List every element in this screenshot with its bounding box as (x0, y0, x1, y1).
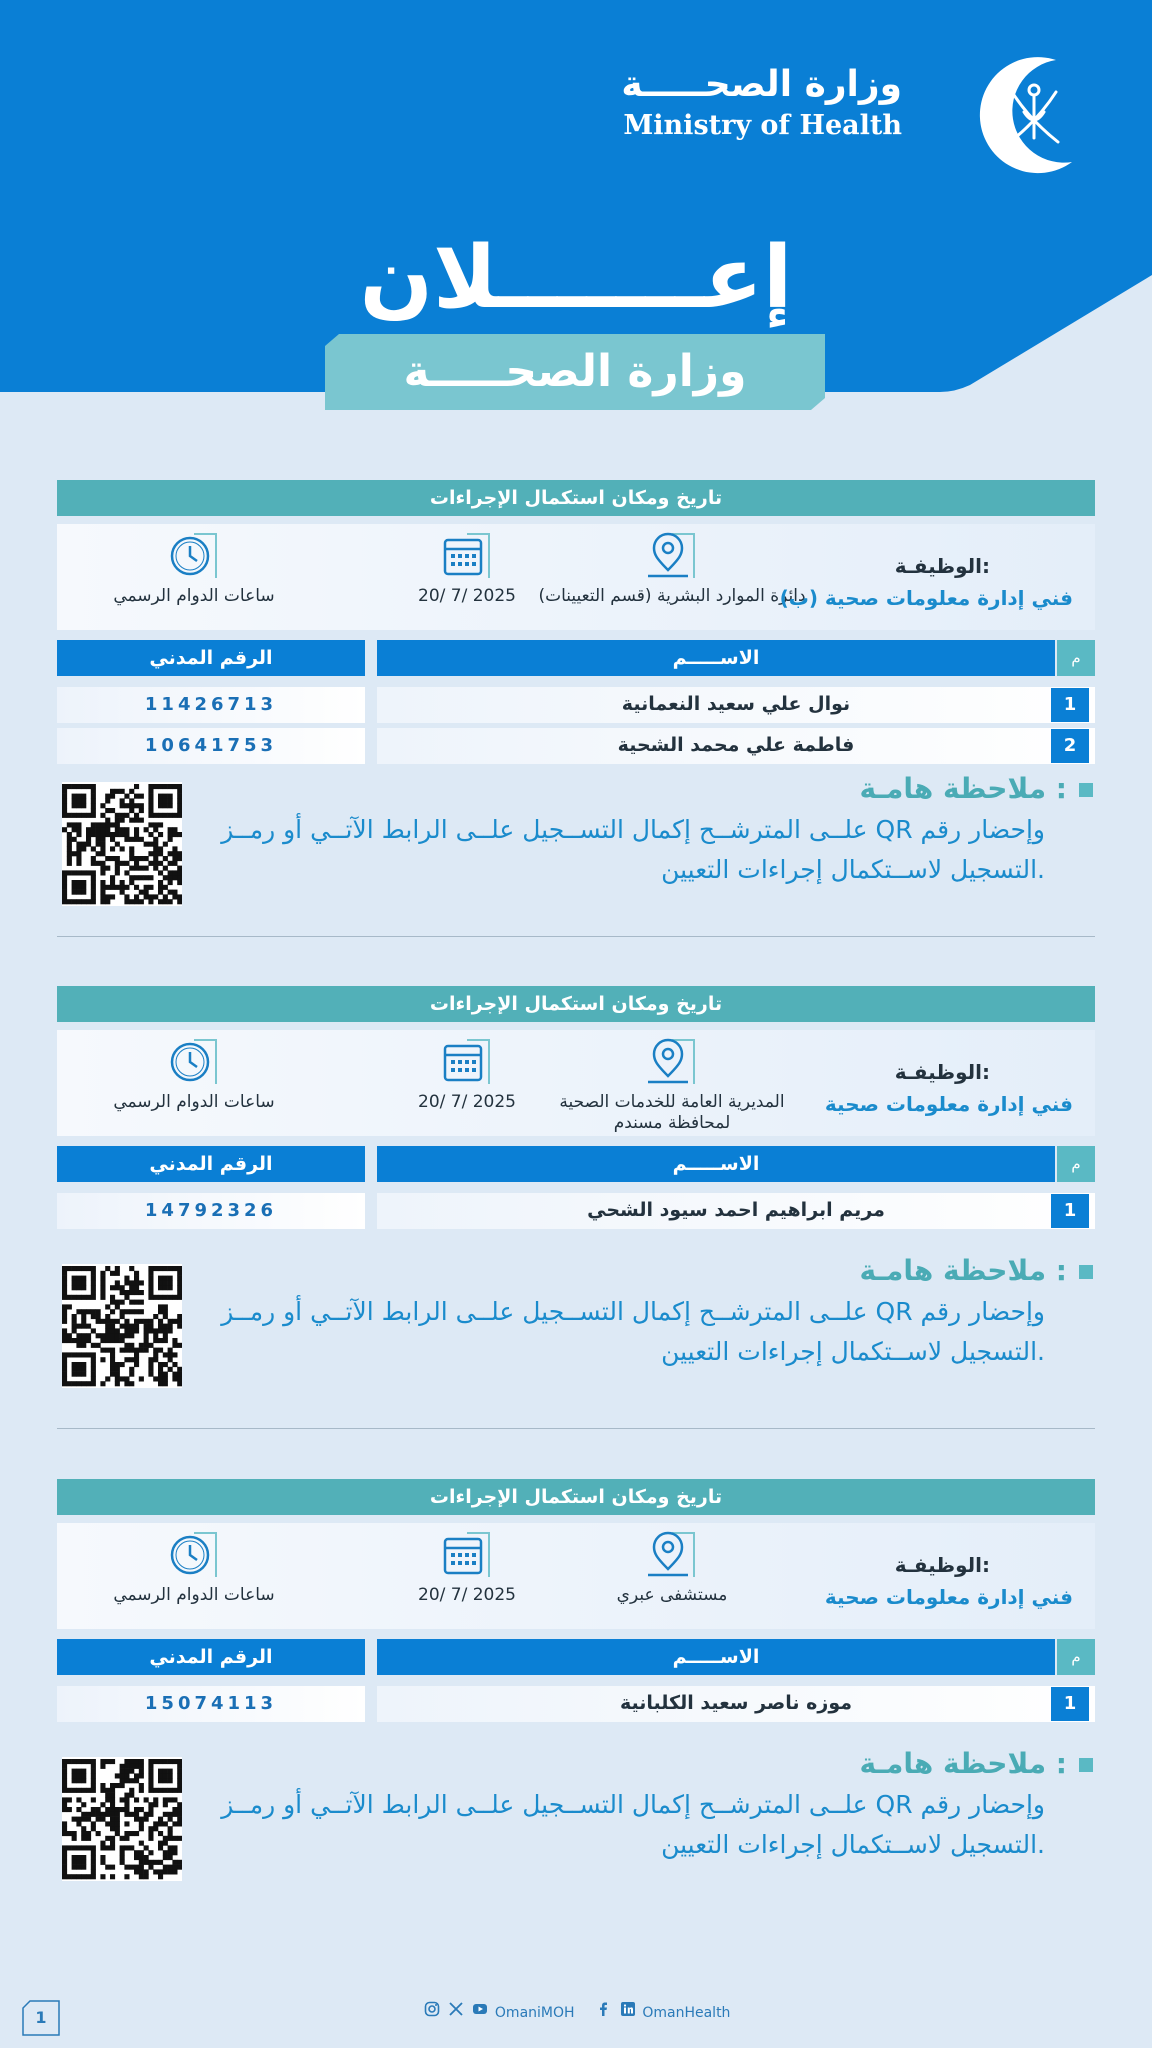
location-column (537, 524, 807, 630)
civil-number: 14792326 (57, 1193, 365, 1229)
facebook-icon[interactable] (595, 2001, 611, 2017)
note-bullet-icon (1079, 1265, 1093, 1279)
note-line-2: التسجيل لاســتكمال إجراءات التعيين. (661, 1337, 1045, 1366)
appointment-section-1 (57, 480, 1095, 910)
table-row (57, 1686, 1095, 1722)
hours-text: ساعات الدوام الرسمي (113, 1585, 275, 1605)
hours-column (79, 1523, 309, 1629)
candidate-name: نوال علي سعيد النعمانية (377, 687, 1095, 723)
table-header-civil: الرقم المدني (57, 1639, 365, 1675)
page-number: 1 (35, 2008, 47, 2027)
location-column (537, 1030, 807, 1136)
candidate-name: موزه ناصر سعيد الكلبانية (377, 1686, 1095, 1722)
note-line-2: التسجيل لاســتكمال إجراءات التعيين. (661, 1830, 1045, 1859)
table-header-name: الاســـــم (377, 1146, 1055, 1182)
job-value: فني إدارة معلومات صحية (824, 1092, 1073, 1116)
note-text (165, 1292, 1045, 1372)
job-label: الوظيفـة: (894, 554, 990, 578)
location-text: دائرة الموارد البشرية (قسم التعيينات) (538, 586, 806, 606)
clock-icon (164, 532, 224, 580)
civil-number: 11426713 (57, 687, 365, 723)
hours-text: ساعات الدوام الرسمي (113, 1092, 275, 1112)
table-header-name: الاســـــم (377, 640, 1055, 676)
qr-code[interactable] (62, 1264, 182, 1388)
note-bullet-icon (1079, 1758, 1093, 1772)
location-text: المديرية العامة للخدمات الصحية لمحافظة مسندم (559, 1092, 785, 1133)
calendar-icon (437, 1531, 497, 1579)
footer-handle-omanimoh[interactable]: OmaniMOH (494, 2005, 575, 2021)
hours-column (79, 524, 309, 630)
location-pin-icon (642, 532, 702, 580)
table-header-index: م (1057, 1146, 1095, 1182)
info-card (57, 1030, 1095, 1136)
logo-arabic-text: وزارة الصحـــــة (621, 64, 902, 105)
linkedin-icon[interactable] (620, 2001, 636, 2017)
calendar-icon (437, 532, 497, 580)
instagram-icon[interactable] (424, 2001, 440, 2017)
note-line-1: علــى المترشــح إكمال التســجيل علــى الرابط الآتــي أو رمــز QR وإحضار رقم (221, 1790, 1045, 1819)
youtube-icon[interactable] (472, 2001, 488, 2017)
table-header-index: م (1057, 640, 1095, 676)
job-value: فني إدارة معلومات صحية (824, 1585, 1073, 1609)
note-line-1: علــى المترشــح إكمال التســجيل علــى الرابط الآتــي أو رمــز QR وإحضار رقم (221, 815, 1045, 844)
row-number-badge: 2 (1051, 729, 1089, 763)
hours-text: ساعات الدوام الرسمي (113, 586, 275, 606)
civil-number: 10641753 (57, 728, 365, 764)
job-value: فني إدارة معلومات صحية (ب) (779, 586, 1073, 610)
date-text: 20/ 7/ 2025 (418, 1092, 516, 1112)
note-text (165, 810, 1045, 890)
footer-social (0, 2001, 1152, 2021)
table-header-name: الاســـــم (377, 1639, 1055, 1675)
table-header-civil: الرقم المدني (57, 1146, 365, 1182)
date-text: 20/ 7/ 2025 (418, 586, 516, 606)
note-line-2: التسجيل لاســتكمال إجراءات التعيين. (661, 855, 1045, 884)
ministry-logo (594, 50, 1094, 180)
important-note-title: ملاحظة هامـة : (859, 1254, 1093, 1287)
section-title: تاريخ ومكان استكمال الإجراءات (57, 1479, 1095, 1515)
important-note-title: ملاحظة هامـة : (859, 772, 1093, 805)
location-column (537, 1523, 807, 1629)
job-label: الوظيفـة: (894, 1060, 990, 1084)
row-number-badge: 1 (1051, 688, 1089, 722)
announcement-title: إعـــــــلان (359, 228, 793, 328)
table-row (57, 687, 1095, 723)
table-row (57, 728, 1095, 764)
civil-number: 15074113 (57, 1686, 365, 1722)
note-line-1: علــى المترشــح إكمال التســجيل علــى الرابط الآتــي أو رمــز QR وإحضار رقم (221, 1297, 1045, 1326)
clock-icon (164, 1038, 224, 1086)
important-note-title: ملاحظة هامـة : (859, 1747, 1093, 1780)
info-card (57, 524, 1095, 630)
table-header-index: م (1057, 1639, 1095, 1675)
location-pin-icon (642, 1531, 702, 1579)
section-divider (57, 936, 1095, 937)
clock-icon (164, 1531, 224, 1579)
note-bullet-icon (1079, 783, 1093, 797)
location-text: مستشفى عبري (616, 1585, 728, 1605)
candidate-name: فاطمة علي محمد الشحية (377, 728, 1095, 764)
note-text (165, 1785, 1045, 1865)
table-header-civil: الرقم المدني (57, 640, 365, 676)
oman-emblem-icon (964, 50, 1094, 180)
section-title: تاريخ ومكان استكمال الإجراءات (57, 480, 1095, 516)
subtitle-ministry: وزارة الصحـــــة (403, 346, 747, 397)
candidate-name: مريم ابراهيم احمد سيود الشحي (377, 1193, 1095, 1229)
calendar-icon (437, 1038, 497, 1086)
appointment-section-2 (57, 986, 1095, 1416)
qr-code[interactable] (62, 1757, 182, 1881)
row-number-badge: 1 (1051, 1687, 1089, 1721)
section-divider (57, 1428, 1095, 1429)
x-twitter-icon[interactable] (448, 2001, 464, 2017)
logo-english-text: Ministry of Health (623, 110, 902, 141)
hours-column (79, 1030, 309, 1136)
job-label: الوظيفـة: (894, 1553, 990, 1577)
qr-code[interactable] (62, 782, 182, 906)
location-pin-icon (642, 1038, 702, 1086)
table-row (57, 1193, 1095, 1229)
footer-handle-omanhealth[interactable]: OmanHealth (642, 2005, 731, 2021)
appointment-section-3 (57, 1479, 1095, 1909)
section-title: تاريخ ومكان استكمال الإجراءات (57, 986, 1095, 1022)
date-text: 20/ 7/ 2025 (418, 1585, 516, 1605)
row-number-badge: 1 (1051, 1194, 1089, 1228)
info-card (57, 1523, 1095, 1629)
